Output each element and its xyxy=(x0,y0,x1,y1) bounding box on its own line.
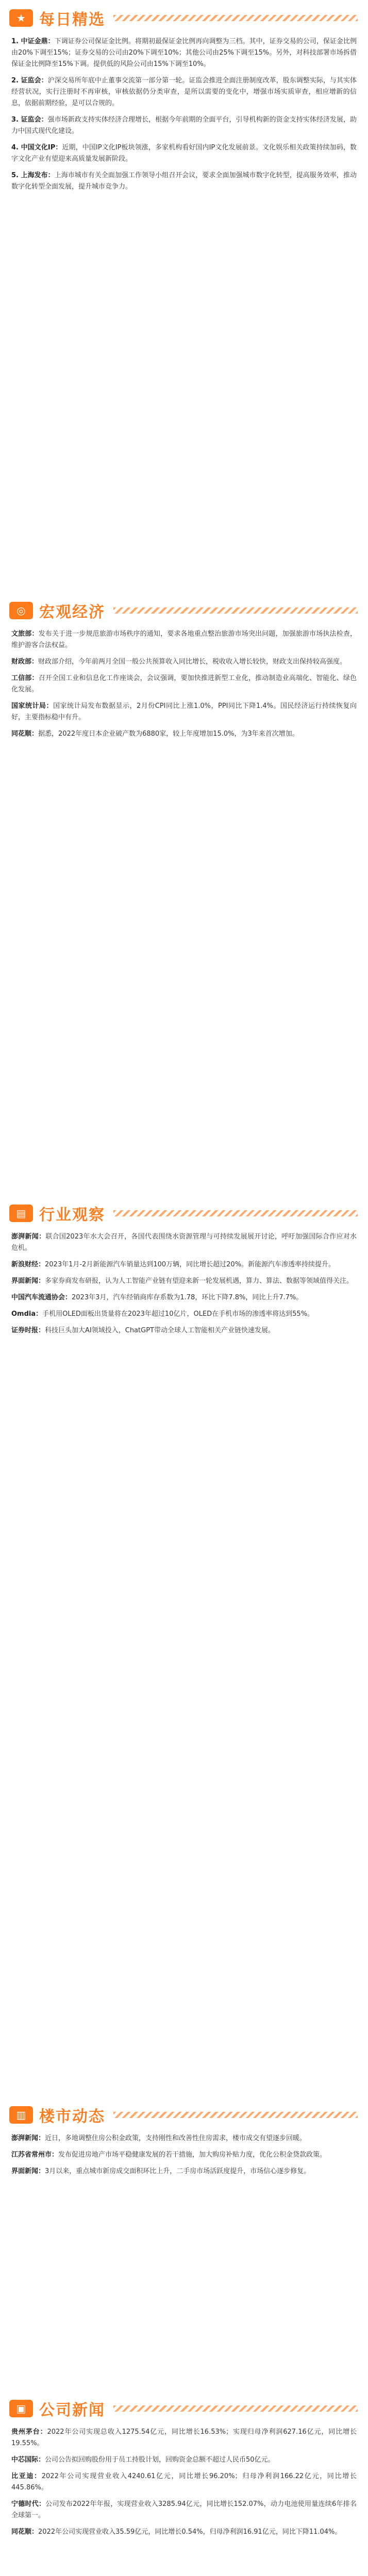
news-item: 国家统计局：国家统计局发布数据显示，2月份CPI同比上涨1.0%，PPI同比下降1.4%。国民经济运行持续恢复向好，主要指标稳中有升。 xyxy=(11,702,357,721)
chart-icon: ▤ xyxy=(9,1205,33,1222)
news-item: 5. 上海发布：上海市城市有关全面加强工作领导小组召开会议，要求全面加强城市数字化转型，提高服务效率，推动数字化转型全面发展，提升城市竞争力。 xyxy=(11,172,357,191)
section-body xyxy=(0,2133,368,2177)
news-item: 证券时报：科技巨头加大AI领域投入，ChatGPT带动全球人工智能相关产业链快速发展。 xyxy=(11,1327,275,1334)
news-item: Omdia：手机用OLED面板出货量将在2023年超过10亿片，OLED在手机市场的渗透率将达到55%。 xyxy=(11,1310,314,1318)
section-title: 公司新闻 xyxy=(39,2401,105,2419)
section-title: 楼市动态 xyxy=(39,2108,105,2126)
news-item: 界面新闻：3月以来，重点城市新房成交面积环比上升，二手房市场活跃度提升，市场信心逐步修复。 xyxy=(11,2167,311,2175)
decorative-stripes xyxy=(113,607,358,614)
news-item: 新浪财经：2023年1月-2月新能源汽车销量达到100万辆，同比增长超过20%。新能源汽车渗透率持续提升。 xyxy=(11,1261,336,1268)
news-item: 2. 证监会：沪深交易所年底中止董事交流第一部分第一轮。证监会推进全面注册制度改革，股东调整实际，与其实体经营状况，实行注册时不再审核，审核依据仍分类审查，是所以需要的变化中，增强市场实质审查，相应增新的信息，依据前期经验，是可以合规的。 xyxy=(11,77,357,107)
section-header xyxy=(0,1195,368,1231)
news-item: 中国汽车流通协会：2023年3月，汽车经销商库存系数为1.78，环比下降7.8%，同比上升7.7%。 xyxy=(11,1294,303,1301)
section-header xyxy=(0,592,368,629)
section-header xyxy=(0,2097,368,2133)
news-item: 澎湃新闻：联合国2023年水大会召开，各国代表围绕水资源管理与可持续发展展开讨论，呼吁加强国际合作应对水危机。 xyxy=(11,1233,357,1252)
news-item: 江苏省常州市：发布促进房地产市场平稳健康发展的若干措施，加大购房补贴力度，优化公积金贷款政策。 xyxy=(11,2151,327,2159)
section-title: 宏观经济 xyxy=(39,603,105,621)
section-body xyxy=(0,2427,368,2538)
briefcase-icon: ▣ xyxy=(9,2400,33,2417)
section-body xyxy=(0,36,368,193)
globe-icon: ◎ xyxy=(9,602,33,619)
news-item: 宁德时代：公司发布2022年年报，实现营业收入3285.94亿元，同比增长152.07%，动力电池使用量连续6年排名全球第一。 xyxy=(11,2500,357,2519)
news-item: 贵州茅台：2022年公司实现总收入1275.54亿元，同比增长16.53%；实现归母净利润627.16亿元，同比增长19.55%。 xyxy=(11,2428,357,2447)
star-icon: ★ xyxy=(9,9,33,27)
section-daily-picks xyxy=(0,0,368,592)
decorative-stripes xyxy=(113,2405,358,2412)
decorative-stripes xyxy=(113,15,358,21)
section-header xyxy=(0,2391,368,2427)
decorative-stripes xyxy=(113,1210,358,1216)
news-item: 4. 中国文化IP：近期，中国IP文化IP板块领涨，多家机构看好国内IP文化发展前景。文化娱乐相关政策持续加码，数字文化产业有望迎来高质量发展新阶段。 xyxy=(11,144,357,163)
news-item: 比亚迪：2022年公司实现营业收入4240.61亿元，同比增长96.20%；归母净利润166.22亿元，同比增长445.86%。 xyxy=(11,2472,357,2492)
section-title: 每日精选 xyxy=(39,11,105,29)
news-item: 文旅部：发布关于进一步规范旅游市场秩序的通知，要求各地重点整治旅游市场突出问题，加强旅游市场执法检查，维护游客合法权益。 xyxy=(11,630,357,649)
news-item: 工信部：召开全国工业和信息化工作座谈会，会议强调，要加快推进新型工业化，推动制造业高端化、智能化、绿色化发展。 xyxy=(11,674,357,693)
section-company xyxy=(0,2391,368,2576)
section-property xyxy=(0,2097,368,2391)
news-item: 同花顺：据悉，2022年度日本企业破产数为6880家，较上年度增加15.0%，为3年来首次增加。 xyxy=(11,730,299,738)
section-title: 行业观察 xyxy=(39,1206,105,1224)
section-header xyxy=(0,0,368,36)
decorative-stripes xyxy=(113,2112,358,2118)
section-body xyxy=(0,1231,368,1336)
section-macro xyxy=(0,592,368,1195)
news-item: 3. 证监会：强市场新政支持实体经济合理增长，根据今年前期的全面平台，引导机构新的资金支持实体经济发展，助力中国式现代化建设。 xyxy=(11,116,357,135)
section-body xyxy=(0,629,368,740)
section-industry xyxy=(0,1195,368,2097)
news-item: 同花顺：2022年公司实现营业收入35.59亿元，同比增长0.54%，归母净利润16.91亿元，同比下降11.04%。 xyxy=(11,2528,342,2536)
news-item: 中芯国际：公司公告拟回购股份用于员工持股计划，回购资金总额不超过人民币50亿元。 xyxy=(11,2456,275,2464)
news-item: 财政部：财政部介绍，今年前两月全国一般公共预算收入同比增长，税收收入增长较快，财政支出保持较高强度。 xyxy=(11,658,347,666)
building-icon: ▥ xyxy=(9,2106,33,2124)
news-item: 1. 中证金鼎：下调证券公司保证金比例。将期初最保证金比例再向调整为三档。其中，证券交易的公司，保证金比例由20%下调至15%；证券交易的公司由20%下调至10%；其他公司由25%下调至15%。另外，对科技部署市场拆借保证金比例降至15%下调。提供低的风险公司由15%下调至10%。 xyxy=(11,38,357,68)
news-item: 澎湃新闻：近日，多地调整住房公积金政策，支持刚性和改善性住房需求，楼市成交有望逐步回暖。 xyxy=(11,2134,307,2142)
news-item: 界面新闻：多家券商发布研报，认为人工智能产业链有望迎来新一轮发展机遇，算力、算法、数据等领域值得关注。 xyxy=(11,1277,354,1285)
